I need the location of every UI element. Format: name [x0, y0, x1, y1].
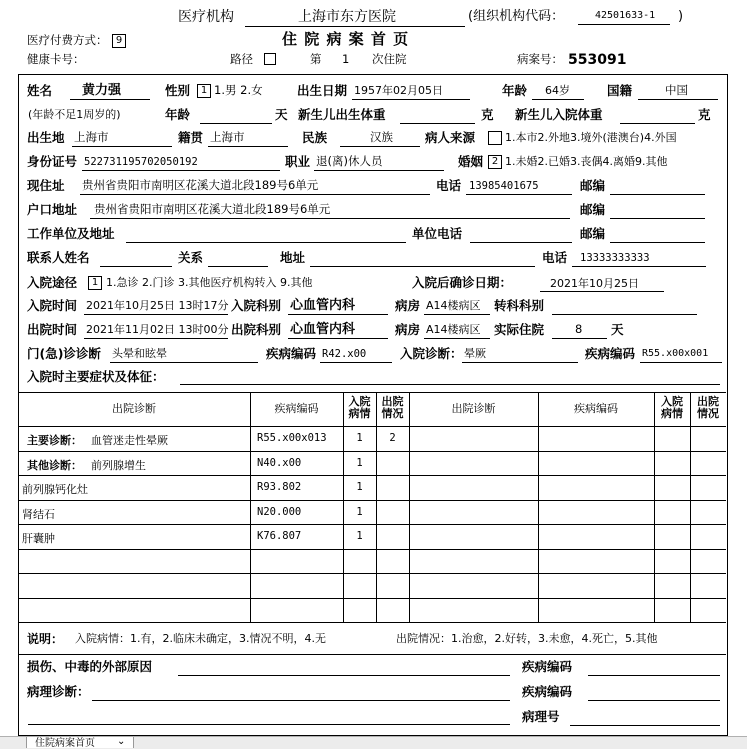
source-box[interactable]: [488, 131, 502, 145]
zip-label-3: 邮编: [580, 226, 606, 241]
sex-box[interactable]: 1: [197, 84, 211, 98]
org-name: 上海市东方医院: [298, 9, 396, 25]
work-label: 工作单位及地址: [27, 226, 115, 241]
day-unit: 天: [275, 107, 288, 122]
header-discharge-condition-2: 出院 情况: [697, 395, 719, 420]
transfer-label: 转科科别: [494, 298, 545, 313]
phone-label: 电话: [436, 178, 462, 193]
path-label: 路径: [230, 52, 253, 66]
path-checkbox[interactable]: [264, 53, 276, 65]
admit-condition-value[interactable]: 1: [356, 456, 363, 469]
admit-condition-value[interactable]: 1: [356, 432, 363, 444]
diagnosis-code[interactable]: N20.000: [257, 505, 302, 518]
discharge-time-label: 出院时间: [27, 322, 78, 337]
header-discharge-diagnosis-2: 出院诊断: [451, 402, 496, 415]
diagnosis-name[interactable]: 前列腺增生: [91, 458, 146, 472]
zip-label-2: 邮编: [580, 202, 606, 217]
source-label: 病人来源: [425, 130, 476, 145]
age-value[interactable]: 64岁: [545, 84, 570, 97]
marital-options: 1.未婚2.已婚3.丧偶4.离婚9.其他: [505, 155, 668, 168]
contact-phone-value[interactable]: 13333333333: [580, 252, 650, 264]
diagnosis-name[interactable]: 肝囊肿: [22, 532, 55, 545]
zip-label: 邮编: [580, 178, 606, 193]
diagnosis-name[interactable]: 肾结石: [22, 507, 55, 521]
native-label: 籍贯: [178, 130, 204, 145]
admit-condition-value[interactable]: 1: [356, 505, 363, 518]
ward-value[interactable]: A14楼病区: [426, 299, 481, 312]
diagnosis-type-label: 其他诊断：: [27, 458, 82, 472]
diagnosis-code[interactable]: N40.x00: [257, 456, 302, 469]
gram-unit-2: 克: [698, 107, 711, 122]
ethnic-label: 民族: [302, 130, 328, 145]
nation-label: 国籍: [607, 83, 633, 98]
stay-label: 实际住院: [494, 322, 545, 337]
admit-dept-value[interactable]: 心血管内科: [290, 298, 356, 313]
ward-label: 病房: [395, 298, 421, 313]
admit-code-value[interactable]: R55.x00x001: [642, 348, 709, 359]
org-code-close: ): [678, 9, 684, 24]
discharge-time-value[interactable]: 2021年11月02日 13时00分: [86, 323, 229, 336]
times-label: 次住院: [372, 52, 407, 66]
admit-code-label: 疾病编码: [585, 346, 636, 361]
diagnosis-type-label: 主要诊断：: [27, 434, 82, 447]
diagnosis-code[interactable]: K76.807: [257, 530, 302, 542]
infant-note: (年龄不足1周岁的): [28, 108, 121, 121]
hukou-label: 户口地址: [27, 202, 78, 217]
admit-condition-note: 入院病情：1.有，2.临床未确定，3.情况不明，4.无: [75, 632, 326, 645]
ward-label-2: 病房: [395, 322, 421, 337]
op-code-label: 疾病编码: [266, 346, 317, 361]
admit-time-label: 入院时间: [27, 298, 78, 313]
discharge-condition-note: 出院情况：1.治愈，2.好转，3.未愈，4.死亡，5.其他: [396, 632, 658, 645]
symptom-label: 入院时主要症状及体征：: [27, 369, 165, 384]
health-card-label: 健康卡号：: [27, 52, 85, 66]
route-label: 入院途径: [27, 275, 78, 290]
birthplace-value[interactable]: 上海市: [74, 130, 109, 144]
patient-name[interactable]: 黄力强: [82, 83, 122, 98]
admit-condition-value[interactable]: 1: [356, 481, 363, 493]
sex-label: 性别: [165, 83, 191, 98]
pathology-code-label: 疾病编码: [522, 684, 573, 699]
header-disease-code: 疾病编码: [274, 402, 319, 415]
age-label: 年龄: [502, 83, 528, 98]
nb-weight-label: 新生儿出生体重: [298, 107, 386, 122]
header-discharge-diagnosis: 出院诊断: [112, 402, 156, 415]
nth-value: 1: [342, 52, 350, 66]
org-label: 医疗机构: [178, 9, 234, 25]
contact-phone-label: 电话: [542, 250, 568, 265]
address-value[interactable]: 贵州省贵阳市南明区花溪大道北段189号6单元: [82, 178, 319, 192]
op-diagnosis-label: 门(急)诊诊断: [27, 346, 101, 361]
nth-label: 第: [310, 52, 322, 66]
job-label: 职业: [285, 154, 311, 169]
diagnosis-code[interactable]: R93.802: [257, 481, 302, 493]
route-options: 1.急诊 2.门诊 3.其他医疗机构转入 9.其他: [106, 276, 313, 289]
org-code: 42501633-1: [595, 10, 656, 21]
discharge-dept-label: 出院科别: [231, 322, 282, 337]
admit-diagnosis-label: 入院诊断：: [400, 346, 463, 361]
sheet-tab-label: 住院病案首页: [35, 738, 95, 748]
gram-unit: 克: [481, 107, 494, 122]
chevron-down-icon[interactable]: ⌄: [117, 737, 126, 747]
work-phone-label: 单位电话: [412, 226, 463, 241]
diagnosis-name[interactable]: 前列腺钙化灶: [22, 483, 88, 496]
infant-age-label: 年龄: [165, 107, 191, 122]
header-discharge-condition: 出院 情况: [381, 395, 404, 420]
page-title: 住 院 病 案 首 页: [282, 30, 410, 48]
diagnosis-code[interactable]: R55.x00x013: [257, 432, 327, 444]
diagnosis-name[interactable]: 血管迷走性晕厥: [91, 434, 168, 447]
header-admit-condition-2: 入院 病情: [661, 395, 683, 420]
contact-name-label: 联系人姓名: [27, 250, 90, 265]
injury-cause-label: 损伤、中毒的外部原因: [27, 659, 153, 674]
sheet-tab[interactable]: [26, 737, 134, 748]
header-admit-condition: 入院 病情: [348, 395, 371, 420]
record-no: 553091: [568, 52, 627, 68]
pathology-no-label: 病理号: [522, 709, 560, 724]
source-options: 1.本市2.外地3.境外(港澳台)4.外国: [505, 131, 677, 144]
ward-value-2[interactable]: A14楼病区: [426, 323, 481, 336]
native-value[interactable]: 上海市: [210, 130, 245, 144]
contact-address-label: 地址: [280, 250, 306, 265]
op-diagnosis-value[interactable]: 头晕和眩晕: [112, 347, 167, 360]
pathology-diagnosis-label: 病理诊断：: [27, 684, 90, 699]
stay-unit: 天: [611, 322, 624, 337]
confirm-date-label: 入院后确诊日期：: [412, 275, 513, 290]
admit-time-value[interactable]: 2021年10月25日 13时17分: [86, 299, 229, 312]
relation-label: 关系: [178, 250, 204, 265]
dob-value[interactable]: 1957年02月05日: [354, 84, 443, 97]
record-label: 病案号：: [517, 52, 563, 66]
discharge-dept-value[interactable]: 心血管内科: [290, 322, 356, 337]
address-label: 现住址: [27, 178, 65, 193]
id-value[interactable]: 522731195702050192: [84, 156, 198, 168]
sex-options: 1.男 2.女: [214, 83, 263, 97]
name-label: 姓名: [27, 83, 53, 98]
dob-label: 出生日期: [297, 83, 348, 98]
nb-admit-weight-label: 新生儿入院体重: [515, 107, 603, 122]
ethnic-value[interactable]: 汉族: [370, 130, 393, 144]
marital-box[interactable]: 2: [488, 155, 502, 169]
admit-diagnosis-value[interactable]: 晕厥: [464, 347, 486, 360]
admit-condition-value[interactable]: 1: [356, 530, 363, 542]
stay-value[interactable]: 8: [575, 322, 583, 336]
pay-label: 医疗付费方式：: [27, 33, 108, 47]
phone-value[interactable]: 13985401675: [469, 180, 539, 192]
injury-code-label: 疾病编码: [522, 659, 573, 674]
pay-method-box[interactable]: 9: [112, 34, 126, 48]
admit-dept-label: 入院科别: [231, 298, 282, 313]
op-code-value[interactable]: R42.x00: [322, 348, 367, 360]
birthplace-label: 出生地: [27, 130, 65, 145]
id-label: 身份证号: [27, 154, 78, 169]
hukou-value[interactable]: 贵州省贵阳市南明区花溪大道北段189号6单元: [94, 202, 331, 216]
nation-value[interactable]: 中国: [665, 83, 688, 97]
marital-label: 婚姻: [458, 154, 484, 169]
org-code-label: (组织机构代码：: [468, 9, 565, 24]
header-disease-code-2: 疾病编码: [574, 402, 618, 415]
notes-label: 说明：: [27, 632, 64, 646]
route-box[interactable]: 1: [88, 276, 102, 290]
discharge-condition-value[interactable]: 2: [389, 432, 396, 444]
job-value[interactable]: 退(离)休人员: [316, 154, 383, 168]
confirm-date-value[interactable]: 2021年10月25日: [550, 277, 639, 290]
